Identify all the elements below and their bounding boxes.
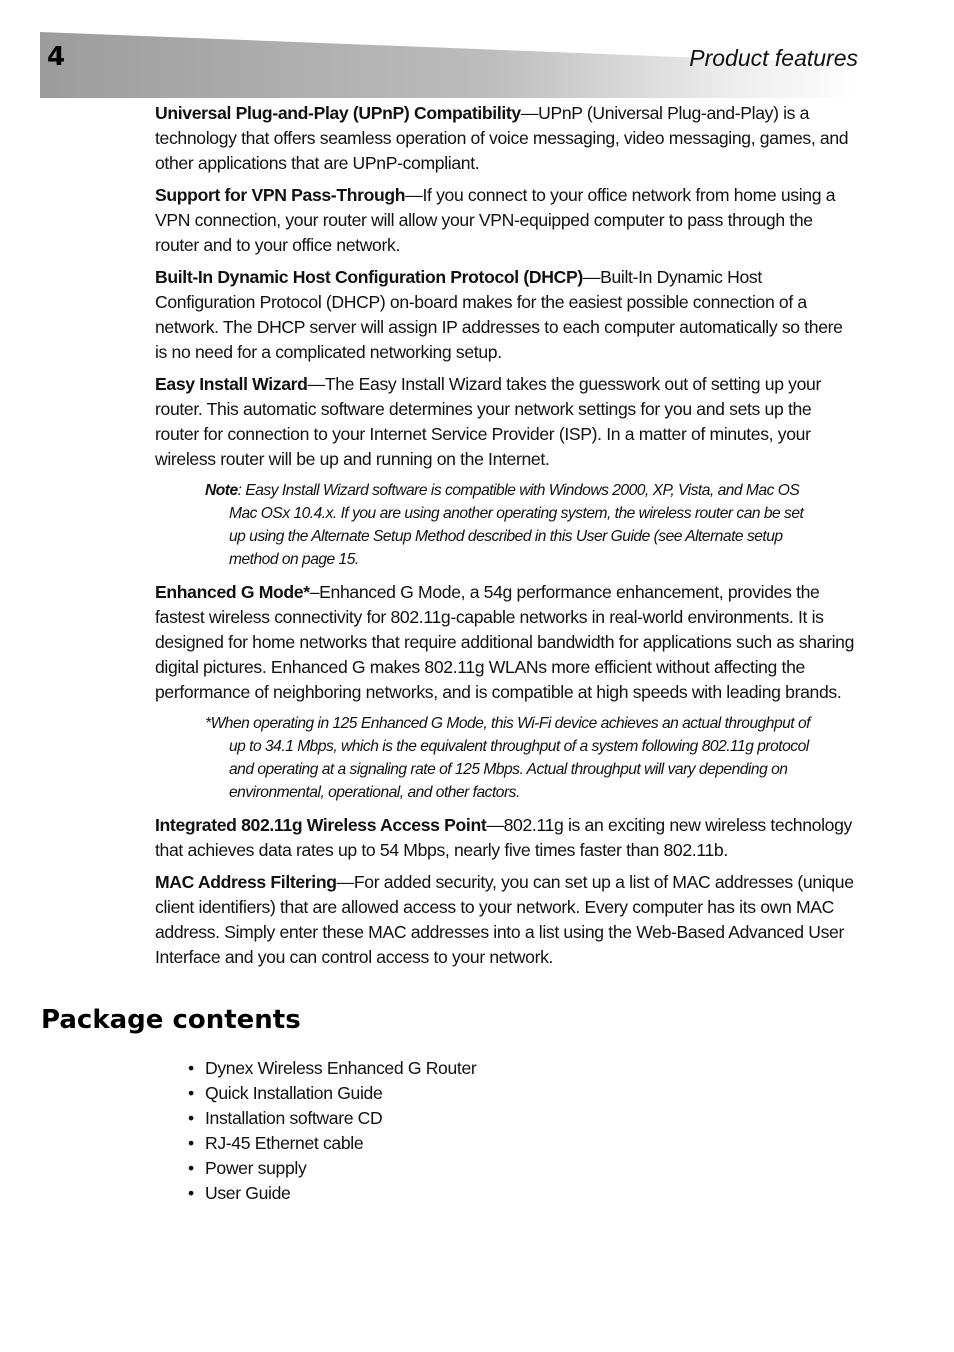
feature-separator: —: [520, 103, 539, 123]
note-block: [205, 479, 823, 571]
feature-separator: —: [582, 267, 601, 287]
feature-title: Easy Install Wizard: [155, 374, 308, 394]
feature-title: Built-In Dynamic Host Configuration Protocol (DHCP): [155, 267, 583, 287]
feature-separator: —: [405, 185, 423, 205]
package-contents-list: [188, 1056, 476, 1206]
list-item: • Installation software CD: [188, 1106, 476, 1131]
feature-paragraph: [155, 870, 859, 970]
feature-text: Built-In Dynamic Host Configuration Protocol (DHCP) on-board makes for the easiest possible connection of a network. The DHCP server will assign IP addresses to each computer automatically so there is no need for a complicated networking setup.: [155, 267, 843, 362]
feature-text: Enhanced G Mode, a 54g performance enhancement, provides the fastest wireless connectivity for 802.11g-capable networks in real-world environments. It is designed for home networks that require additional bandwidth for applications such as sharing digital pictures. Enhanced G makes 802.11g WLANs more efficient without affecting the performance of neighboring networks, and is compatible at high speeds with leading brands.: [155, 582, 855, 702]
feature-separator: —: [336, 872, 354, 892]
feature-text: 802.11g is an exciting new wireless technology that achieves data rates up to 54 Mbps, nearly five times faster than 802.11b.: [155, 815, 852, 860]
feature-title: Integrated 802.11g Wireless Access Point: [155, 815, 487, 835]
feature-paragraph: [155, 183, 859, 258]
feature-separator: —: [486, 815, 504, 835]
feature-paragraph: [155, 265, 859, 365]
feature-text: UPnP (Universal Plug-and-Play) is a technology that offers seamless operation of voice messaging, video messaging, games, and other applications that are UPnP-compliant.: [155, 103, 849, 173]
page-number: 4: [47, 42, 66, 72]
footnote-block: *When operating in 125 Enhanced G Mode, this Wi-Fi device achieves an actual throughput of up to 34.1 Mbps, which is the equivalent throughput of a system following 802.11g protocol and operating at a signaling rate of 125 Mbps. Actual throughput will vary depending on environmental, operational, and other factors.: [205, 715, 810, 801]
feature-title: Enhanced G Mode*: [155, 582, 310, 602]
feature-paragraph: [155, 813, 859, 863]
feature-title: MAC Address Filtering: [155, 872, 337, 892]
feature-paragraph: [155, 580, 859, 705]
feature-title: Universal Plug-and-Play (UPnP) Compatibility: [155, 103, 521, 123]
note-label: Note: [205, 482, 238, 499]
feature-paragraph: [155, 372, 859, 472]
feature-separator: –: [309, 582, 320, 602]
feature-paragraph: [155, 101, 859, 176]
list-item: • User Guide: [188, 1181, 476, 1206]
feature-text: If you connect to your office network from home using a VPN connection, your router will allow your VPN-equipped computer to pass through the router and to your office network.: [155, 185, 836, 255]
feature-content: [155, 101, 859, 977]
list-item: • Dynex Wireless Enhanced G Router: [188, 1056, 476, 1081]
feature-text: For added security, you can set up a list of MAC addresses (unique client identifiers) that are allowed access to your network. Every computer has its own MAC address. Simply enter these MAC addresses into a list using the Web-Based Advanced User Interface and you can control access to your network.: [155, 872, 854, 967]
list-item: • Quick Installation Guide: [188, 1081, 476, 1106]
package-contents-heading: Package contents: [41, 1005, 301, 1035]
feature-text: The Easy Install Wizard takes the guesswork out of setting up your router. This automatic software determines your network settings for you and sets up the router for connection to your Internet Service Provider (ISP). In a matter of minutes, your wireless router will be up and running on the Internet.: [155, 374, 821, 469]
section-title: Product features: [689, 45, 858, 71]
feature-title: Support for VPN Pass-Through: [155, 185, 406, 205]
list-item: • RJ-45 Ethernet cable: [188, 1131, 476, 1156]
feature-separator: —: [307, 374, 325, 394]
list-item: • Power supply: [188, 1156, 476, 1181]
note-text: : Easy Install Wizard software is compatible with Windows 2000, XP, Vista, and Mac OS Mac OSx 10.4.x. If you are using another operating system, the wireless router can be set up using the Alternate Setup Method described in this User Guide (see Alternate setup method on page 15.: [229, 482, 804, 568]
